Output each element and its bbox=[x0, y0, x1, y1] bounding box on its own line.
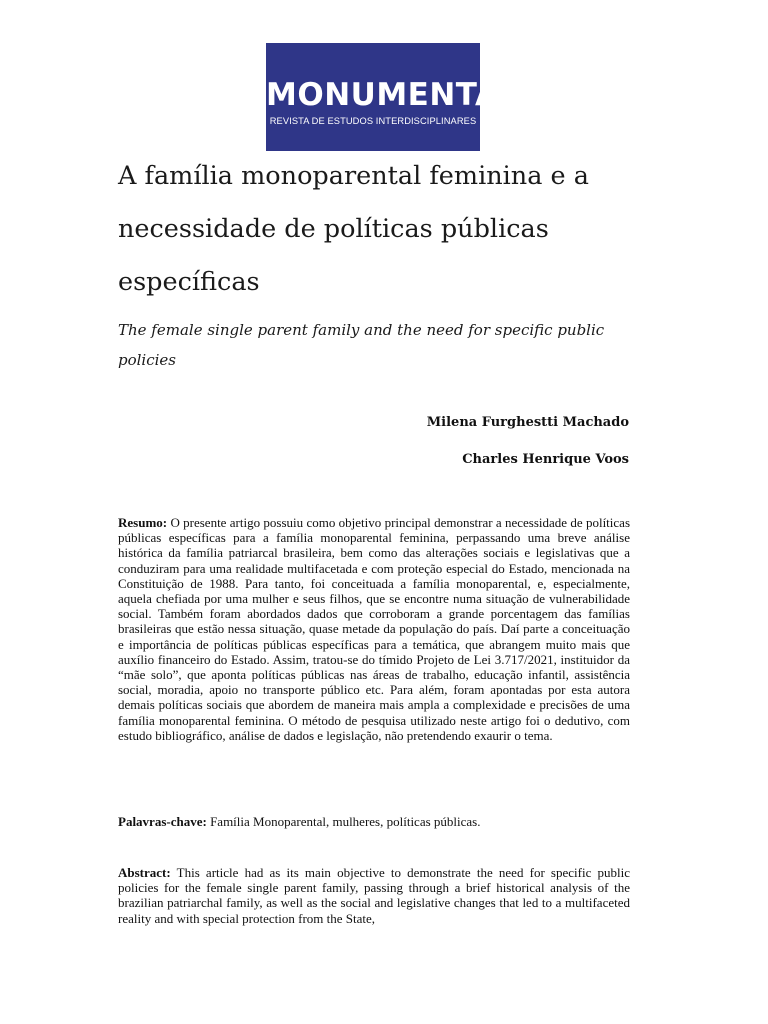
resumo-label: Resumo: bbox=[118, 515, 168, 530]
author-name: Milena Furghestti Machado bbox=[426, 415, 629, 430]
journal-logo-subtitle: REVISTA DE ESTUDOS INTERDISCIPLINARES bbox=[269, 116, 477, 126]
abstract-text: This article had as its main objective to demonstrate the need for specific public policies for the female single parent family, passing through a brief historical analysis of the brazilian patriarchal family, as well as the social and legislative changes that led to a multifaceted reality and with special protection from the State, bbox=[118, 865, 631, 926]
resumo-paragraph bbox=[118, 515, 630, 743]
keywords-text: Família Monoparental, mulheres, políticas públicas. bbox=[210, 814, 481, 829]
keywords-paragraph bbox=[118, 814, 630, 829]
article-title: A família monoparental feminina e a necessidade de políticas públicas específicas bbox=[118, 161, 589, 297]
article-subtitle-english: The female single parent family and the need for specific public policies bbox=[118, 321, 605, 369]
resumo-text: O presente artigo possuiu como objetivo principal demonstrar a necessidade de políticas públicas específicas para a família monoparental feminina, perpassando uma breve análise histórica da família patriarcal brasileira, bem como das alterações sociais e legislativas que a conduziram para uma realidade multifacetada e com proteção especial do Estado, mencionada na Constituição de 1988. Para tanto, foi conceituada a família monoparental, e, especialmente, aquela chefiada por uma mulher e seus filhos, que se encontre numa situação de vulnerabilidade social. Também foram abordados dados que corroboram a grande porcentagem das famílias brasileiras que estão nessa situação, quase metade da população do país. Daí parte a conceituação e importância de políticas públicas específicas para a temática, que abrangem muito mais que auxílio financeiro do Estado. Assim, tratou-se do tímido Projeto de Lei 3.717/2021, instituidor da “mãe solo”, que aponta políticas públicas nas áreas de trabalho, educação infantil, assistência social, moradia, apoio no transporte público etc. Para além, foram apontadas por esta autora demais políticas sociais que abordem de maneira mais ampla a complexidade e precisões de uma família monoparental feminina. O método de pesquisa utilizado neste artigo foi o dedutivo, com estudo bibliográfico, análise de dados e legislação, não pretendendo exaurir o tema. bbox=[118, 515, 631, 743]
keywords-label: Palavras-chave: bbox=[118, 814, 207, 829]
abstract-label: Abstract: bbox=[118, 865, 171, 880]
journal-logo bbox=[266, 43, 500, 151]
journal-logo-name: MONUMENTA bbox=[266, 77, 500, 113]
author-name: Charles Henrique Voos bbox=[462, 452, 629, 467]
abstract-paragraph bbox=[118, 865, 630, 926]
